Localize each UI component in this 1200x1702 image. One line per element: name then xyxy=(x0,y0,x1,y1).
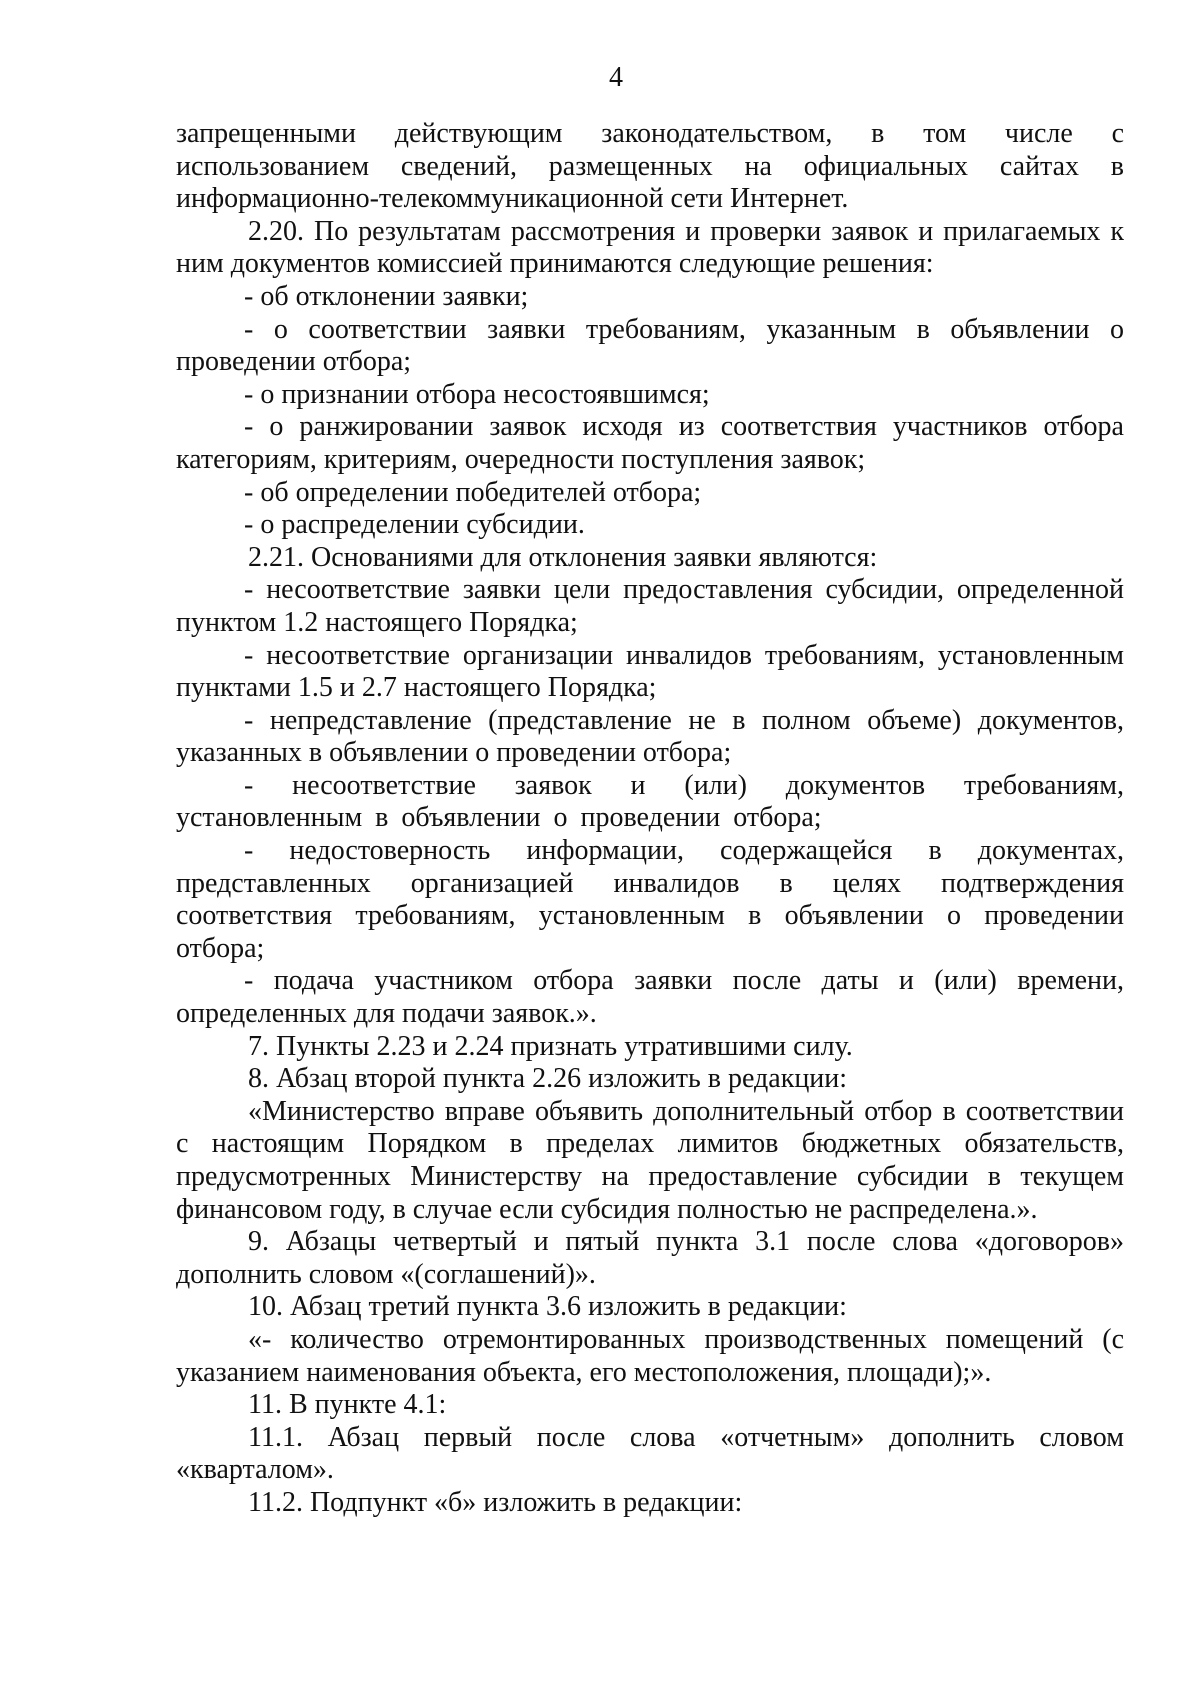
paragraph-item-8: 8. Абзац второй пункта 2.26 изложить в редакции: xyxy=(248,1063,848,1095)
list-item: - несоответствие заявки цели предоставления субсидии, определенной пунктом 1.2 настоящего Порядка; xyxy=(176,574,1124,638)
paragraph-clause-2-20: 2.20. По результатам рассмотрения и проверки заявок и прилагаемых к ним документов комиссией принимаются следующие решения: xyxy=(176,215,1124,280)
list-item: - об определении победителей отбора; xyxy=(244,476,702,508)
paragraph-item-11-2: 11.2. Подпункт «б» изложить в редакции: xyxy=(248,1486,743,1518)
paragraph-item-9: 9. Абзацы четвертый и пятый пункта 3.1 после слова «договоров» дополнить словом «(соглашений)». xyxy=(176,1226,1124,1290)
list-item: - о признании отбора несостоявшимся; xyxy=(244,378,710,410)
paragraph-item-7: 7. Пункты 2.23 и 2.24 признать утратившими силу. xyxy=(248,1030,853,1062)
paragraph-item-11-1: 11.1. Абзац первый после слова «отчетным» дополнить словом «кварталом». xyxy=(176,1421,1124,1486)
document-body xyxy=(176,118,1124,1520)
list-item: - непредставление (представление не в полном объеме) документов, указанных в объявлении о проведении отбора; xyxy=(176,704,1124,769)
list-item: - о распределении субсидии. xyxy=(244,509,585,541)
paragraph-quote: «Министерство вправе объявить дополнительный отбор в соответствии с настоящим Порядком в пределах лимитов бюджетных обязательств, предусмотренных Министерству на предоставление субсидии в текущем финансовом году, в случае если субсидия полностью не распределена.». xyxy=(176,1095,1124,1225)
paragraph-item-11: 11. В пункте 4.1: xyxy=(248,1389,447,1421)
list-item: - об отклонении заявки; xyxy=(244,280,529,312)
page-number: 4 xyxy=(609,62,623,93)
list-item: - о соответствии заявки требованиям, указанным в объявлении о проведении отбора; xyxy=(176,313,1124,378)
paragraph-item-10: 10. Абзац третий пункта 3.6 изложить в редакции: xyxy=(248,1291,847,1323)
paragraph-quote: «- количество отремонтированных производственных помещений (с указанием наименования объекта, его местоположения, площади);». xyxy=(176,1323,1124,1388)
list-item: - о ранжировании заявок исходя из соответствия участников отбора категориям, критериям, очередности поступления заявок; xyxy=(176,411,1124,475)
paragraph-clause-2-21: 2.21. Основаниями для отклонения заявки являются: xyxy=(248,541,878,573)
paragraph: запрещенными действующим законодательством, в том числе с использованием сведений, размещенных на официальных сайтах в информационно-телекоммуникационной сети Интернет. xyxy=(176,118,1124,215)
list-item: - подача участником отбора заявки после даты и (или) времени, определенных для подачи заявок.». xyxy=(176,965,1124,1030)
list-item: - несоответствие организации инвалидов требованиям, установленным пунктами 1.5 и 2.7 настоящего Порядка; xyxy=(176,639,1124,704)
list-item: - недостоверность информации, содержащейся в документах, представленных организацией инвалидов в целях подтверждения соответствия требованиям, установленным в объявлении о проведении отбора; xyxy=(176,835,1124,964)
list-item: - несоответствие заявок и (или) документов требованиям, установленным в объявлении о проведении отбора; xyxy=(176,769,1124,834)
